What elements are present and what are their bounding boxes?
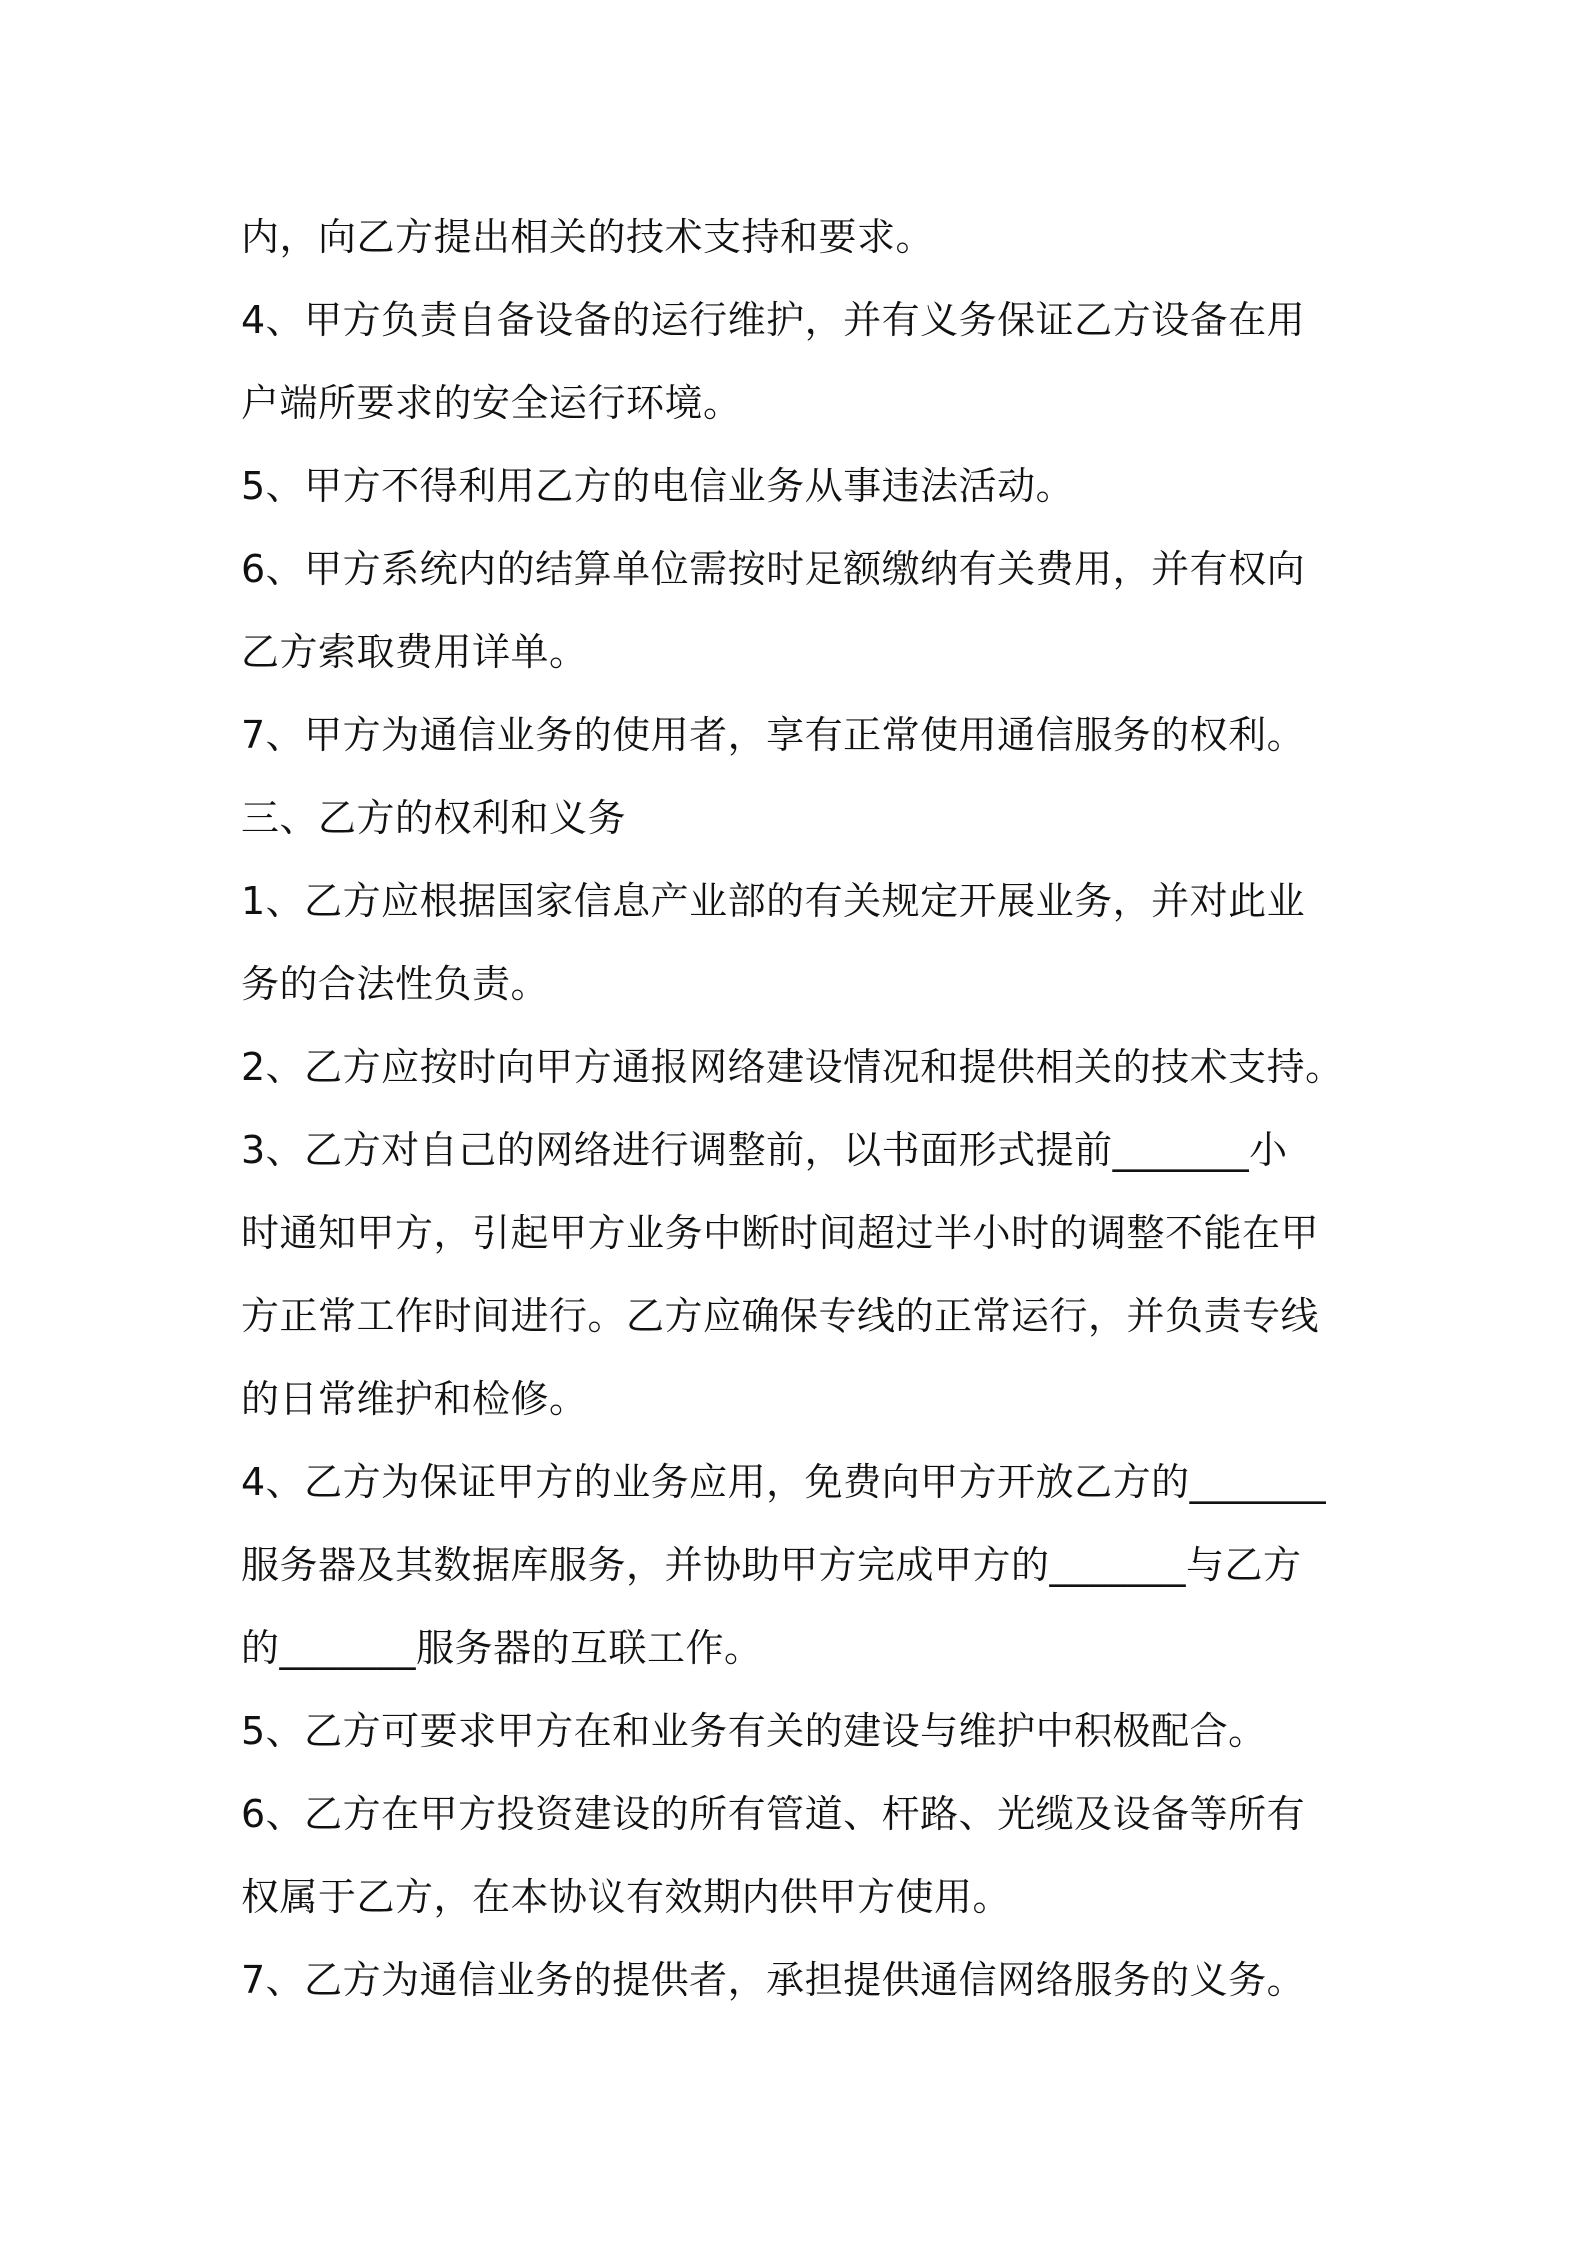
text-line-6: 乙方索取费用详单。 — [241, 630, 588, 674]
text-line-13: 时通知甲方，引起甲方业务中断时间超过半小时的调整不能在甲 — [241, 1211, 1320, 1255]
document-body — [241, 196, 1361, 2022]
text-line-15: 的日常维护和检修。 — [241, 1377, 588, 1421]
text-line-3: 户端所要求的安全运行环境。 — [241, 381, 742, 425]
text-line-7: 7、甲方为通信业务的使用者，享有正常使用通信服务的权利。 — [241, 713, 1306, 757]
section-heading: 三、乙方的权利和义务 — [241, 796, 627, 840]
text-line-19: 5、乙方可要求甲方在和业务有关的建设与维护中积极配合。 — [241, 1709, 1267, 1753]
text-line-10: 务的合法性负责。 — [241, 962, 550, 1006]
text-line-20: 6、乙方在甲方投资建设的所有管道、杆路、光缆及设备等所有 — [241, 1792, 1306, 1836]
text-line-22: 7、乙方为通信业务的提供者，承担提供通信网络服务的义务。 — [241, 1958, 1306, 2002]
text-line-12: 3、乙方对自己的网络进行调整前，以书面形式提前_______小 — [241, 1128, 1288, 1172]
text-line-5: 6、甲方系统内的结算单位需按时足额缴纳有关费用，并有权向 — [241, 547, 1306, 591]
text-line-16: 4、乙方为保证甲方的业务应用，免费向甲方开放乙方的_______ — [241, 1460, 1327, 1504]
text-line-17: 服务器及其数据库服务，并协助甲方完成甲方的_______与乙方 — [241, 1543, 1302, 1587]
text-line-1: 内，向乙方提出相关的技术支持和要求。 — [241, 215, 935, 259]
text-line-9: 1、乙方应根据国家信息产业部的有关规定开展业务，并对此业 — [241, 879, 1306, 923]
text-line-2: 4、甲方负责自备设备的运行维护，并有义务保证乙方设备在用 — [241, 298, 1306, 342]
text-line-18: 的_______服务器的互联工作。 — [241, 1626, 763, 1670]
text-line-11: 2、乙方应按时向甲方通报网络建设情况和提供相关的技术支持。 — [241, 1045, 1344, 1089]
text-line-21: 权属于乙方，在本协议有效期内供甲方使用。 — [241, 1875, 1012, 1919]
text-line-14: 方正常工作时间进行。乙方应确保专线的正常运行，并负责专线 — [241, 1294, 1320, 1338]
text-line-4: 5、甲方不得利用乙方的电信业务从事违法活动。 — [241, 464, 1075, 508]
